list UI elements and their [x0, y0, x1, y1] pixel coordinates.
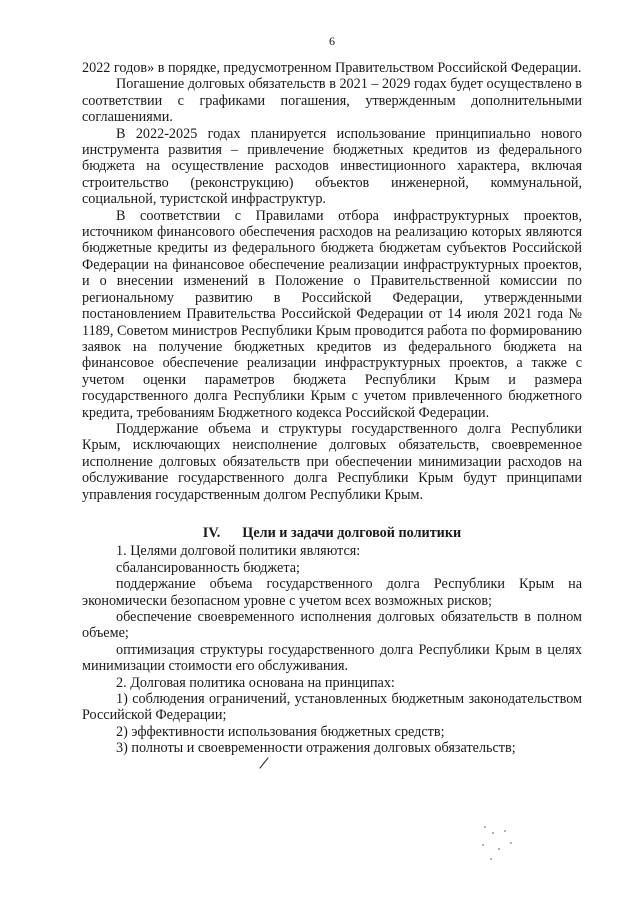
page-number: 6: [329, 34, 335, 48]
section-numeral: IV.: [202, 524, 221, 541]
paragraph: Поддержание объема и структуры государственного долга Республики Крым, исключающих неисполнение долговых обязательств, своевременное исполнение долговых обязательств при обеспечении минимизации расходов на обслуживание государственного долга Республики Крым будут принципами управления государственным долгом Республики Крым.: [82, 420, 582, 503]
list-item: 3) полноты и своевременности отражения долговых обязательств;: [116, 740, 516, 757]
body-text: [82, 60, 582, 503]
scan-artifact: [478, 822, 518, 872]
list-item: 2. Долговая политика основана на принципах:: [116, 674, 395, 691]
list-item: оптимизация структуры государственного долга Республики Крым в целях минимизации стоимости его обслуживания.: [82, 641, 582, 675]
paragraph: В соответствии с Правилами отбора инфраструктурных проектов, источником финансового обеспечения расходов на реализацию которых являются бюджетные кредиты из федерального бюджета бюджетам субъектов Российской Федерации на финансовое обеспечение реализации инфраструктурных проектов, и о внесении изменений в Положение о Правительственной комиссии по региональному развитию в Российской Федерации, утвержденными постановлением Правительства Российской Федерации от 14 июля 2021 года № 1189, Советом министров Республики Крым проводится работа по формированию заявок на получение бюджетных кредитов из федерального бюджета на финансовое обеспечение реализации инфраструктурных проектов, а также с учетом оценки параметров бюджета Республики Крым и размера государственного долга Республики Крым с учетом привлеченного бюджетного кредита, требованиям Бюджетного кодекса Российской Федерации.: [82, 207, 582, 421]
list-item: 2) эффективности использования бюджетных средств;: [116, 723, 445, 740]
list-item: 1. Целями долговой политики являются:: [116, 543, 361, 560]
list-item: обеспечение своевременного исполнения долговых обязательств в полном объеме;: [82, 609, 582, 642]
paragraph: Погашение долговых обязательств в 2021 – 2029 годах будет осуществлено в соответствии с графиками погашения, утвержденным дополнительными соглашениями.: [82, 76, 582, 126]
list-item: поддержание объема государственного долга Республики Крым на экономически безопасном уровне с учетом всех возможных рисков;: [82, 576, 582, 609]
section-heading: [82, 525, 582, 541]
paragraph: 2022 годов» в порядке, предусмотренном Правительством Российской Федерации.: [82, 60, 582, 76]
pen-stroke-mark: [258, 756, 270, 770]
goals-list: [82, 543, 582, 756]
list-item: 1) соблюдения ограничений, установленных бюджетным законодательством Российской Федерации;: [82, 691, 582, 724]
section-title: Цели и задачи долговой политики: [242, 524, 462, 541]
list-item: сбалансированность бюджета;: [116, 559, 300, 576]
paragraph: В 2022-2025 годах планируется использование принципиально нового инструмента развития – привлечение бюджетных кредитов из федерального бюджета на осуществление расходов инвестиционного характера, включая строительство (реконструкцию) объектов инженерной, коммунальной, социальной, туристской инфраструктур.: [82, 125, 582, 208]
